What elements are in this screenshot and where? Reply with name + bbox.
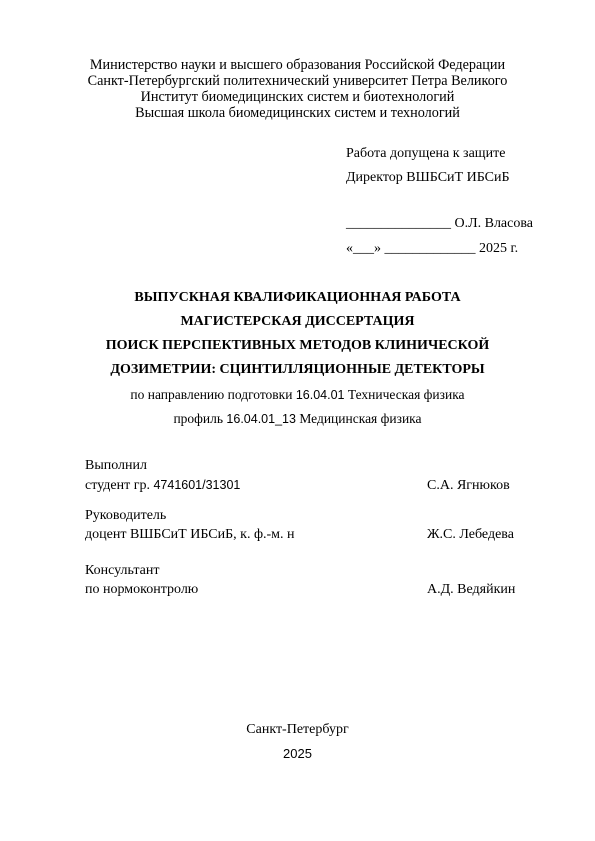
supervisor-position: доцент ВШБСиТ ИБСиБ, к. ф.-м. н [85,527,295,542]
work-type-heading: ВЫПУСКНАЯ КВАЛИФИКАЦИОННАЯ РАБОТА [134,290,461,305]
direction-code: 16.04.01 [295,388,345,402]
profile-prefix: профиль [173,411,227,426]
footer-city: Санкт-Петербург [246,722,349,737]
approval-admitted: Работа допущена к защите [346,146,506,161]
institute-line: Институт биомедицинских систем и биотехнологий [140,89,455,105]
date-month-blank: » _____________ [374,241,479,256]
performer-label: Выполнил [85,458,148,473]
student-group: 4741601/31301 [153,478,241,492]
profile-code: 16.04.01_13 [226,412,296,426]
approval-position: Директор ВШБСиТ ИБСиБ [346,170,510,185]
approval-date-line [346,241,518,257]
consultant-area: по нормоконтролю [85,582,199,597]
footer-year: 2025 [283,746,312,761]
date-open-quote: « [346,241,353,256]
topic-line-2: ДОЗИМЕТРИИ: СЦИНТИЛЛЯЦИОННЫЕ ДЕТЕКТОРЫ [110,362,485,377]
date-year: 2025 г. [479,241,519,256]
consultant-name: А.Д. Ведяйкин [427,582,516,597]
student-prefix: студент гр. [85,478,154,493]
consultant-label: Консультант [85,563,160,578]
ministry-line: Министерство науки и высшего образования Российской Федерации [89,57,506,73]
direction-line [0,387,595,403]
student-line [85,478,240,494]
topic-line-1: ПОИСК ПЕРСПЕКТИВНЫХ МЕТОДОВ КЛИНИЧЕСКОЙ [105,338,490,353]
date-day-blank: ___ [353,241,374,256]
direction-name: Техническая физика [344,387,465,402]
direction-prefix: по направлению подготовки [130,387,296,402]
profile-name: Медицинская физика [295,411,422,426]
approval-signature-line: _______________ О.Л. Власова [346,216,533,231]
school-line: Высшая школа биомедицинских систем и технологий [135,105,460,121]
student-name: С.А. Ягнюков [427,478,510,493]
degree-heading: МАГИСТЕРСКАЯ ДИССЕРТАЦИЯ [180,314,415,329]
supervisor-label: Руководитель [85,508,167,523]
supervisor-name: Ж.С. Лебедева [427,527,514,542]
profile-line [0,411,595,427]
university-line: Санкт-Петербургский политехнический университет Петра Великого [87,73,508,89]
